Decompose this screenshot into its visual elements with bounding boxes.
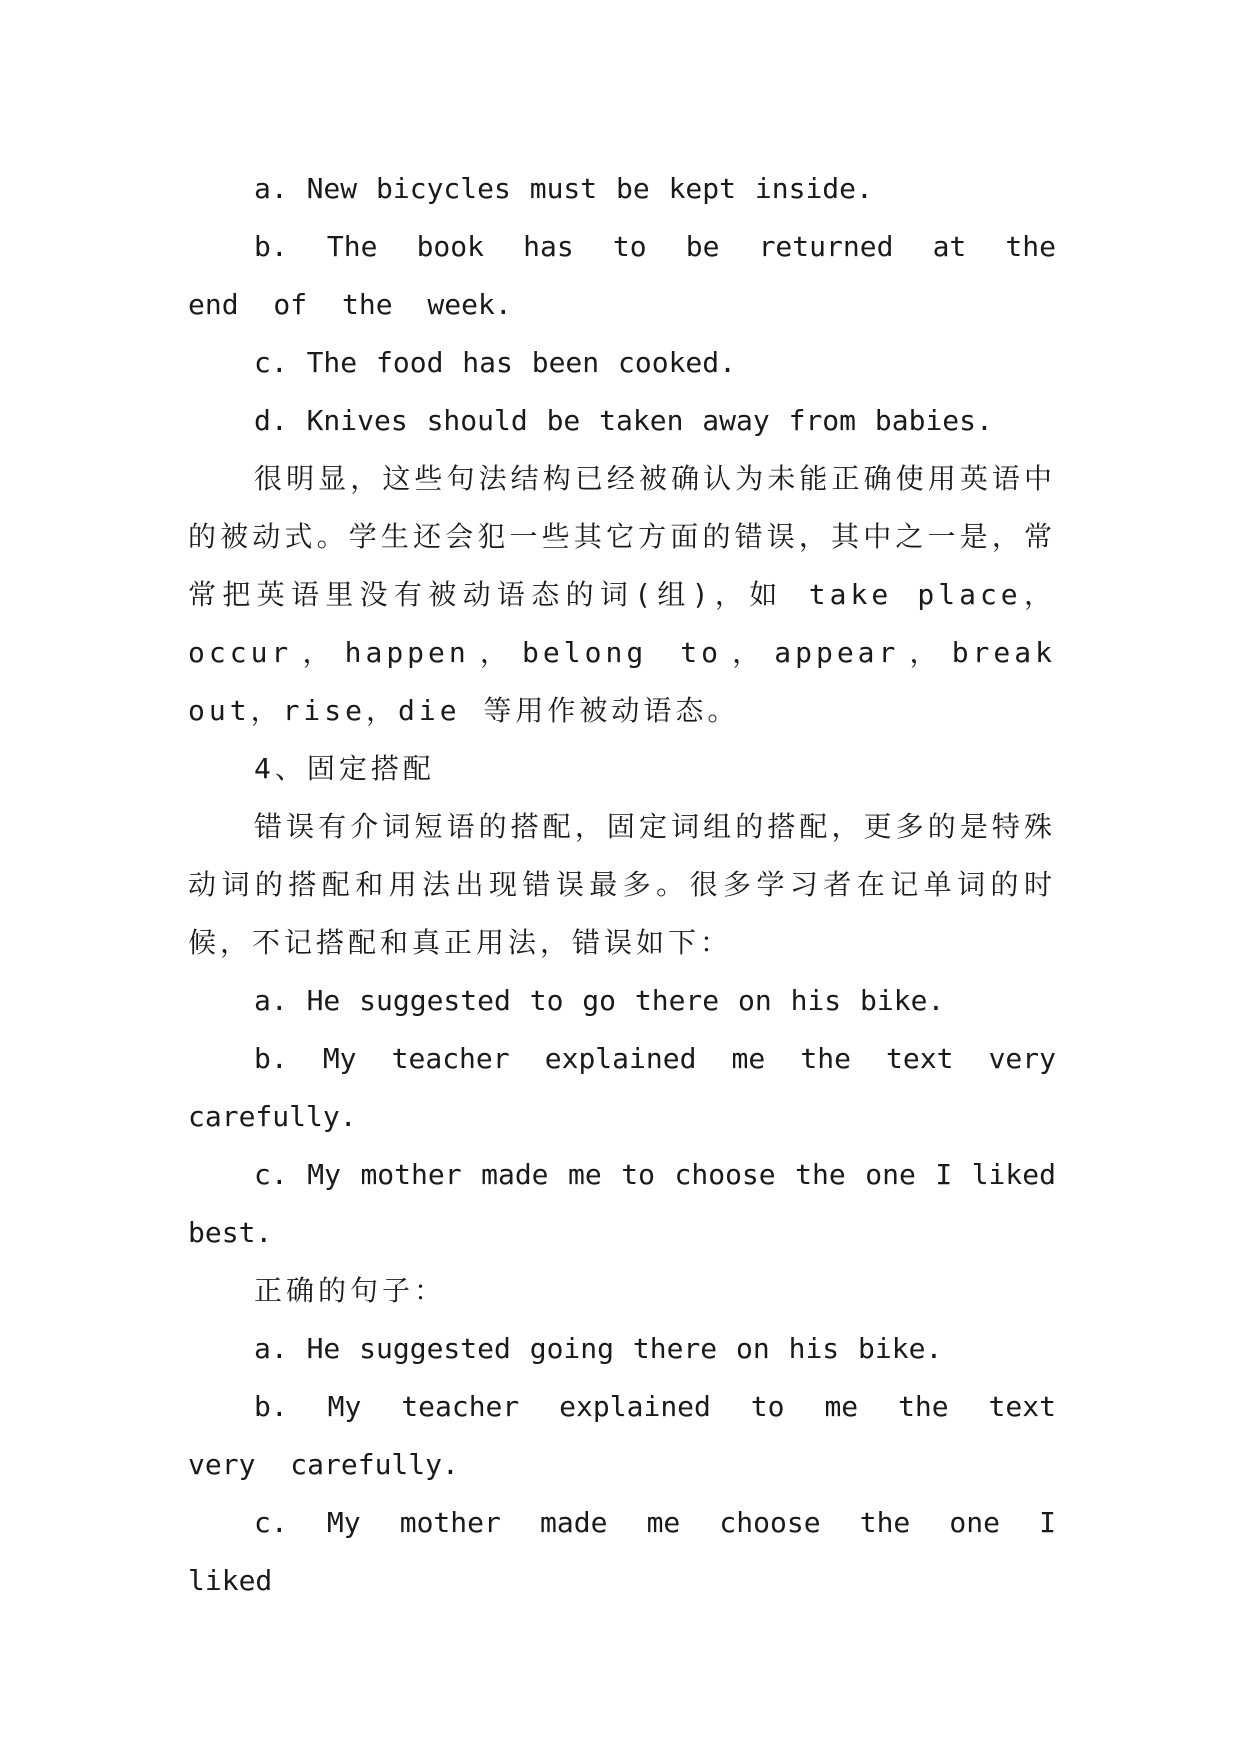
example-sentence-c: c. The food has been cooked. [254, 346, 737, 379]
collocation-paragraph: 错误有介词短语的搭配，固定词组的搭配，更多的是特殊动词的搭配和用法出现错误最多。很多学习者在记单词的时候，不记搭配和真正用法，错误如下： [188, 810, 1056, 959]
passive-voice-paragraph: 很明显，这些句法结构已经被确认为未能正确使用英语中的被动式。学生还会犯一些其它方面的错误，其中之一是，常常把英语里没有被动语态的词(组)，如 take place，occur，happen，belong to，appear，break out，rise，die 等用作被动语态。 [188, 462, 1056, 727]
error-sentence-b: b. My teacher explained me the text very carefully. [188, 1042, 1056, 1133]
correct-sentence-c: c. My mother made me choose the one I liked [188, 1506, 1056, 1597]
section-heading-fixed-collocation: 4、固定搭配 [254, 752, 435, 785]
example-sentence-d: d. Knives should be taken away from babies. [254, 404, 993, 437]
correct-sentences-heading: 正确的句子： [254, 1274, 447, 1307]
error-sentence-a: a. He suggested to go there on his bike. [254, 984, 945, 1017]
correct-sentence-b: b. My teacher explained to me the text very carefully. [188, 1390, 1056, 1481]
error-sentence-c: c. My mother made me to choose the one I liked best. [188, 1158, 1056, 1249]
correct-sentence-a: a. He suggested going there on his bike. [254, 1332, 943, 1365]
document-body [188, 160, 1056, 1610]
example-sentence-b: b. The book has to be returned at the end of the week. [188, 230, 1056, 321]
example-sentence-a: a. New bicycles must be kept inside. [254, 172, 873, 205]
